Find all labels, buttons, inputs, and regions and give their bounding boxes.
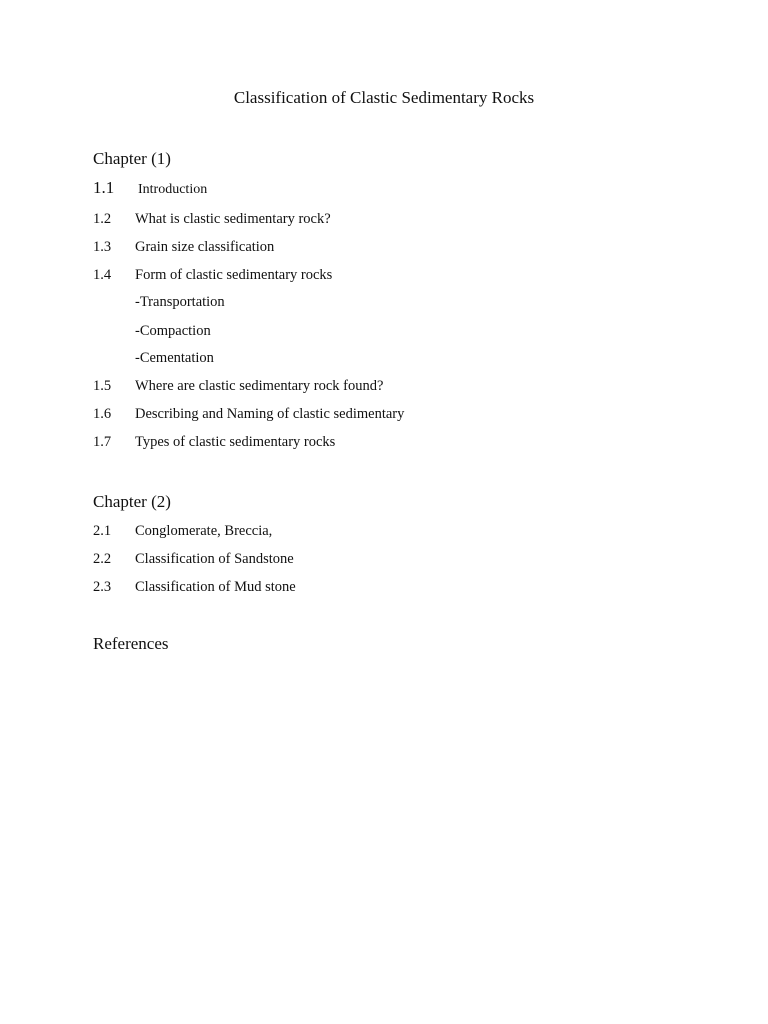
toc-entry-label: What is clastic sedimentary rock? (135, 211, 331, 227)
toc-entry-number: 1.2 (93, 211, 112, 227)
toc-entry-number: 2.3 (93, 579, 112, 595)
toc-entry-number: 1.1 (93, 178, 115, 197)
toc-entry-label: Form of clastic sedimentary rocks (135, 267, 333, 283)
toc-entry-number: 1.3 (93, 239, 112, 255)
toc-entry-label: Describing and Naming of clastic sedimentary (135, 406, 405, 422)
toc-entry-label: Classification of Sandstone (135, 551, 294, 567)
toc-entry-label: Conglomerate, Breccia, (135, 523, 273, 539)
toc-subentry: -Cementation (135, 350, 214, 366)
toc-entry-number: 1.6 (93, 406, 112, 422)
chapter-2-heading: Chapter (2) (93, 492, 171, 511)
toc-entry-label: Classification of Mud stone (135, 579, 296, 595)
chapter-1-heading: Chapter (1) (93, 149, 171, 168)
toc-entry-number: 1.7 (93, 434, 112, 450)
toc-entry-number: 2.1 (93, 523, 112, 539)
toc-entry-label: Introduction (138, 182, 208, 197)
toc-entry-number: 2.2 (93, 551, 112, 567)
toc-subentry: -Compaction (135, 323, 211, 339)
toc-entry-label: Grain size classification (135, 239, 275, 255)
toc-entry-number: 1.4 (93, 267, 112, 283)
toc-entry-number: 1.5 (93, 378, 112, 394)
toc-entry-label: Where are clastic sedimentary rock found? (135, 378, 384, 394)
references-heading: References (93, 634, 169, 653)
toc-subentry: -Transportation (135, 294, 225, 310)
document-title: Classification of Clastic Sedimentary Rocks (233, 88, 535, 107)
toc-entry-label: Types of clastic sedimentary rocks (135, 434, 336, 450)
